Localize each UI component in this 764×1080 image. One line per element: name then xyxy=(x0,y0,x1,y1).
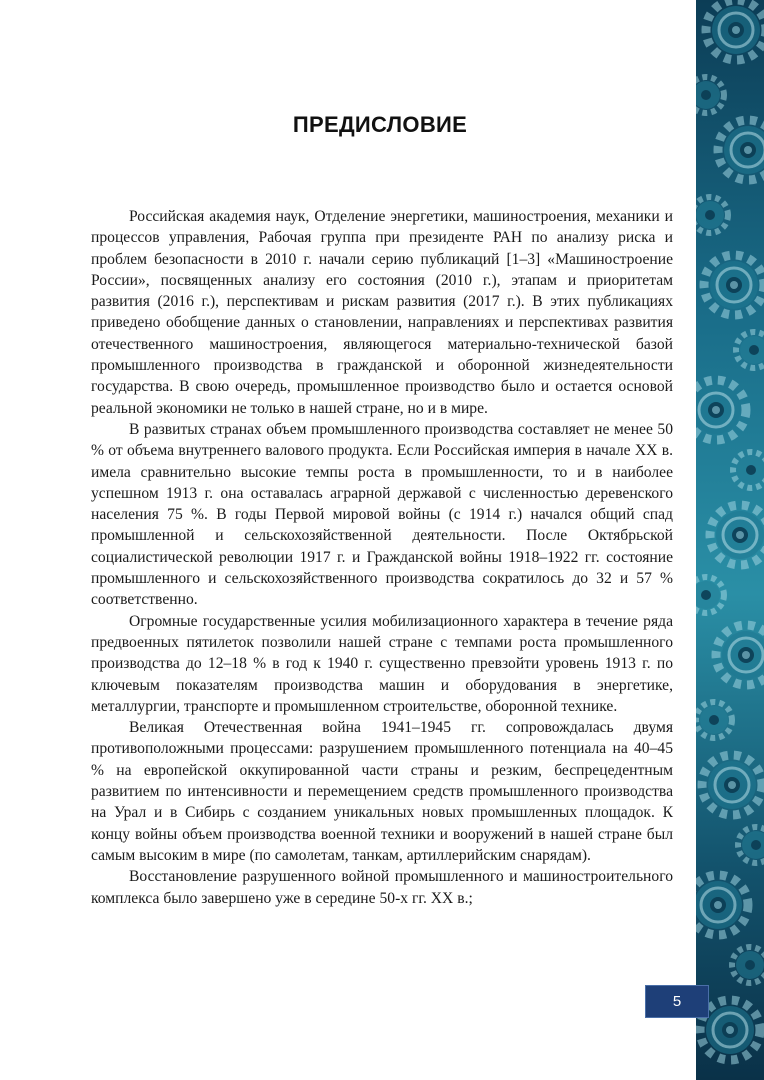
paragraph: Российская академия наук, Отделение энергетики, машиностроения, механики и процессов управления, Рабочая группа при президенте РАН по анализу риска и проблем безопасности в 2010 г. начали серию публикаций [1–3] «Машиностроение России», посвященных анализу его состояния (2010 г.), этапам и приоритетам развития (2016 г.), перспективам и рискам развития (2017 г.). В этих публикациях приведено обобщение данных о становлении, направлениях и перспективах развития отечественного машиностроения, являющегося материально-технической базой промышленного производства в гражданской и оборонной жизнедеятельности государства. В свою очередь, промышленное производство было и остается основой реальной экономики не только в нашей стране, но и в мире. xyxy=(91,208,673,417)
page-number: 5 xyxy=(645,985,709,1018)
decorative-side-band xyxy=(696,0,764,1080)
page-title: ПРЕДИСЛОВИЕ xyxy=(292,112,468,137)
paragraph: Великая Отечественная война 1941–1945 гг. сопровождалась двумя противоположными процессами: разрушением промышленного потенциала на 40–45 % на европейской оккупированной части страны и резким, беспрецедентным развитием по интенсивности и перемещением средств промышленного производства на Урал и в Сибирь с созданием уникальных новых промышленных площадок. К концу войны объем производства военной техники и вооружений в нашей стране был самым высоким в мире (по самолетам, танкам, артиллерийским снарядам). xyxy=(91,719,673,864)
gears-pattern-icon xyxy=(696,0,764,1080)
paragraph: Восстановление разрушенного войной промышленного и машиностроительного комплекса было завершено уже в середине 50-х гг. XX в.; xyxy=(91,868,673,907)
body-text xyxy=(91,206,673,909)
paragraph: В развитых странах объем промышленного производства составляет не менее 50 % от объема внутреннего валового продукта. Если Российская империя в начале XX в. имела сравнительно высокие темпы роста в промышленности, то и в наиболее успешном 1913 г. она оставалась аграрной державой с численностью деревенского населения 75 %. В годы Первой мировой войны (с 1914 г.) начался общий спад промышленной и сельскохозяйственной деятельности. После Октябрьской социалистической революции 1917 г. и Гражданской войны 1918–1922 гг. состояние промышленного и сельскохозяйственного производства сократилось до 32 и 57 % соответственно. xyxy=(91,420,673,609)
paragraph: Огромные государственные усилия мобилизационного характера в течение ряда предвоенных пятилеток позволили нашей стране с темпами роста промышленного производства до 12–18 % в год к 1940 г. существенно превзойти уровень 1913 г. по ключевым показателям производства машин и оборудования в энергетике, металлургии, транспорте и промышленном строительстве, оборонной технике. xyxy=(91,612,673,715)
